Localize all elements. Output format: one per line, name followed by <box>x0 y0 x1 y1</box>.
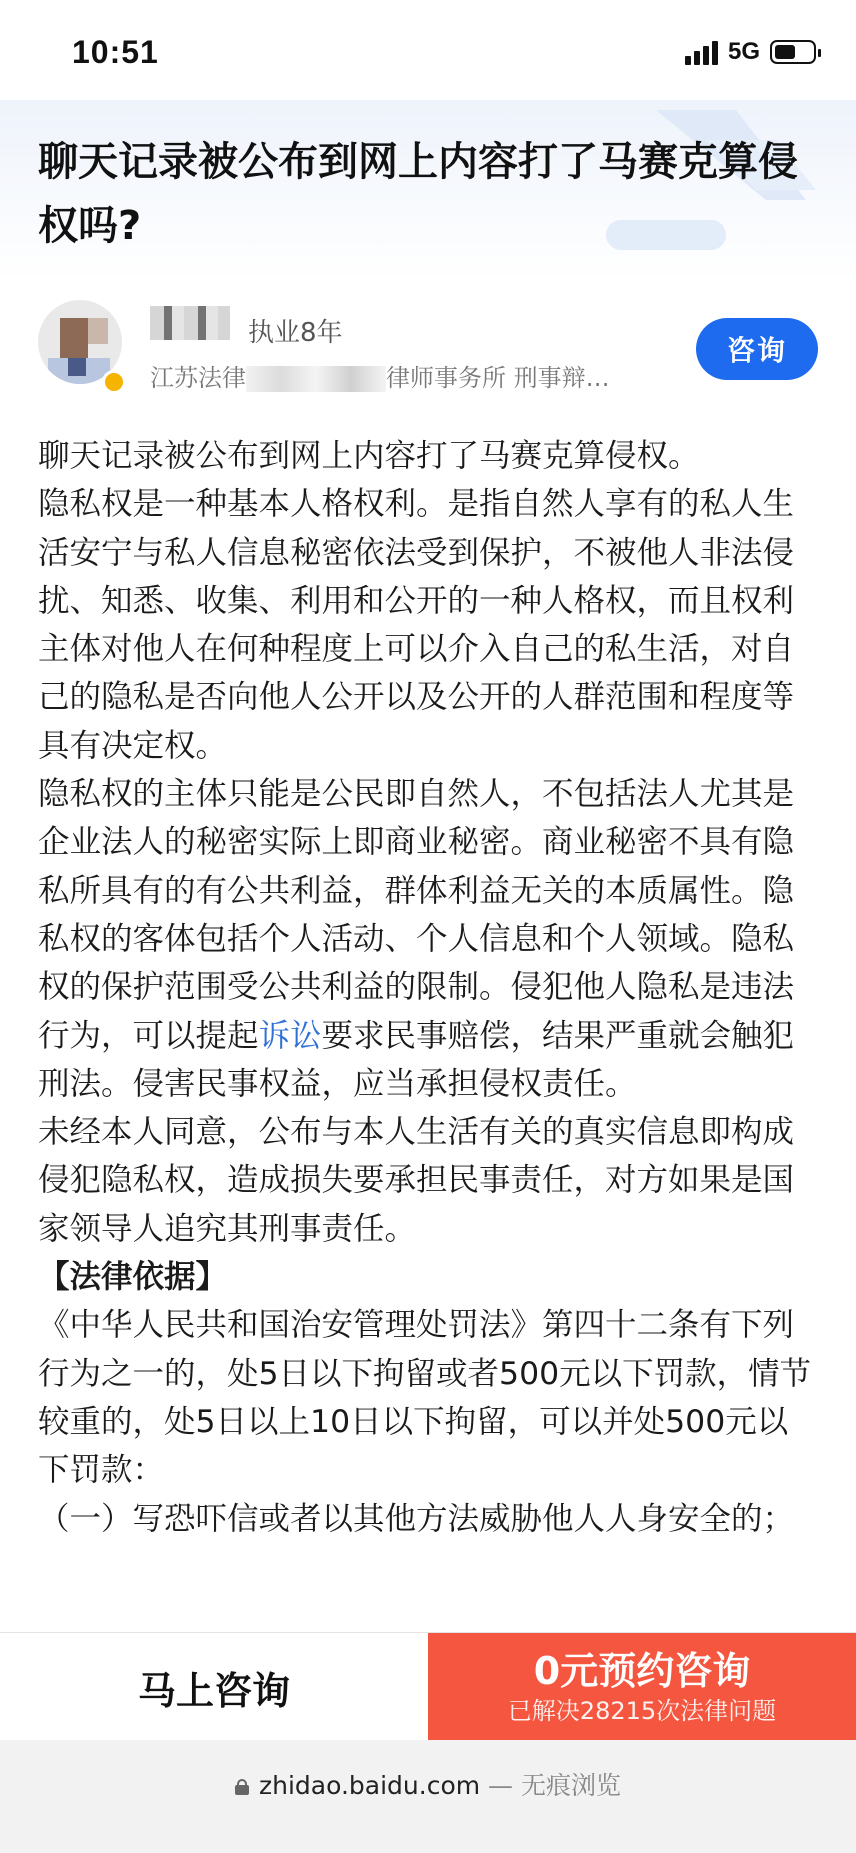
verified-badge-icon <box>102 370 126 394</box>
status-bar <box>0 0 856 100</box>
url-display[interactable] <box>0 1766 856 1802</box>
consult-button[interactable]: 咨询 <box>696 318 818 380</box>
network-label: 5G <box>727 38 760 65</box>
lawyer-name-redacted <box>150 306 230 340</box>
answer-paragraph <box>38 770 818 1108</box>
answer-text: 隐私权的主体只能是公民即自然人，不包括法人尤其是企业法人的秘密实际上即商业秘密。商业秘密不具有隐私所具有的有公共利益，群体利益无关的本质属性。隐私权的客体包括个人活动、个人信息和个人领域。隐私权的保护范围受公共利益的限制。侵犯他人隐私是违法行为，可以提起 <box>38 776 795 1054</box>
lock-icon <box>235 1779 249 1795</box>
browser-address-bar[interactable] <box>0 1740 856 1853</box>
firm-suffix: 律师事务所 刑事辩… <box>386 364 610 392</box>
question-header <box>0 100 856 280</box>
battery-icon <box>770 40 816 64</box>
lawyer-experience: 执业8年 <box>248 318 343 348</box>
answer-paragraph: 未经本人同意，公布与本人生活有关的真实信息即构成侵犯隐私权，造成损失要承担民事责任，对方如果是国家领导人追究其刑事责任。 <box>38 1114 795 1247</box>
question-title: 聊天记录被公布到网上内容打了马赛克算侵权吗? <box>38 139 798 249</box>
url-domain: zhidao.baidu.com <box>259 1771 481 1800</box>
signal-icon <box>685 39 718 65</box>
free-appointment-label: 0元预约咨询 <box>533 1649 751 1693</box>
lawyer-firm <box>150 358 710 393</box>
solved-count-label: 已解决28215次法律问题 <box>507 1697 777 1725</box>
answer-paragraph: 隐私权是一种基本人格权利。是指自然人享有的私人生活安宁与私人信息秘密依法受到保护，不被他人非法侵扰、知悉、收集、利用和公开的一种人格权，而且权利主体对他人在何种程度上可以介入自己的私生活，对自己的隐私是否向他人公开以及公开的人群范围和程度等具有决定权。 <box>38 486 795 764</box>
status-time: 10:51 <box>72 34 159 70</box>
status-indicators <box>685 38 816 66</box>
battery-level <box>775 45 795 59</box>
lawsuit-link[interactable]: 诉讼 <box>258 1017 322 1054</box>
firm-name-redacted <box>246 366 386 392</box>
private-mode-label: — 无痕浏览 <box>480 1771 621 1800</box>
firm-prefix: 江苏法律 <box>150 364 246 392</box>
law-text: 《中华人民共和国治安管理处罚法》第四十二条有下列行为之一的，处5日以下拘留或者500元以下罚款，情节较重的，处5日以上10日以下拘留，可以并处500元以下罚款： <box>38 1307 812 1489</box>
answer-content <box>38 432 818 1543</box>
legal-basis-heading: 【法律依据】 <box>38 1259 228 1296</box>
free-appointment-button[interactable] <box>428 1633 856 1741</box>
lawyer-card[interactable] <box>38 298 818 398</box>
law-item: （一）写恐吓信或者以其他方法威胁他人人身安全的； <box>38 1500 795 1537</box>
bottom-action-bar <box>0 1632 856 1740</box>
instant-consult-button[interactable]: 马上咨询 <box>0 1633 428 1741</box>
answer-paragraph: 聊天记录被公布到网上内容打了马赛克算侵权。 <box>38 438 700 474</box>
answer-text: 要求民事赔偿，结果严重就会触犯刑法。侵害民事权益，应当承担侵权责任。 <box>38 1017 795 1102</box>
